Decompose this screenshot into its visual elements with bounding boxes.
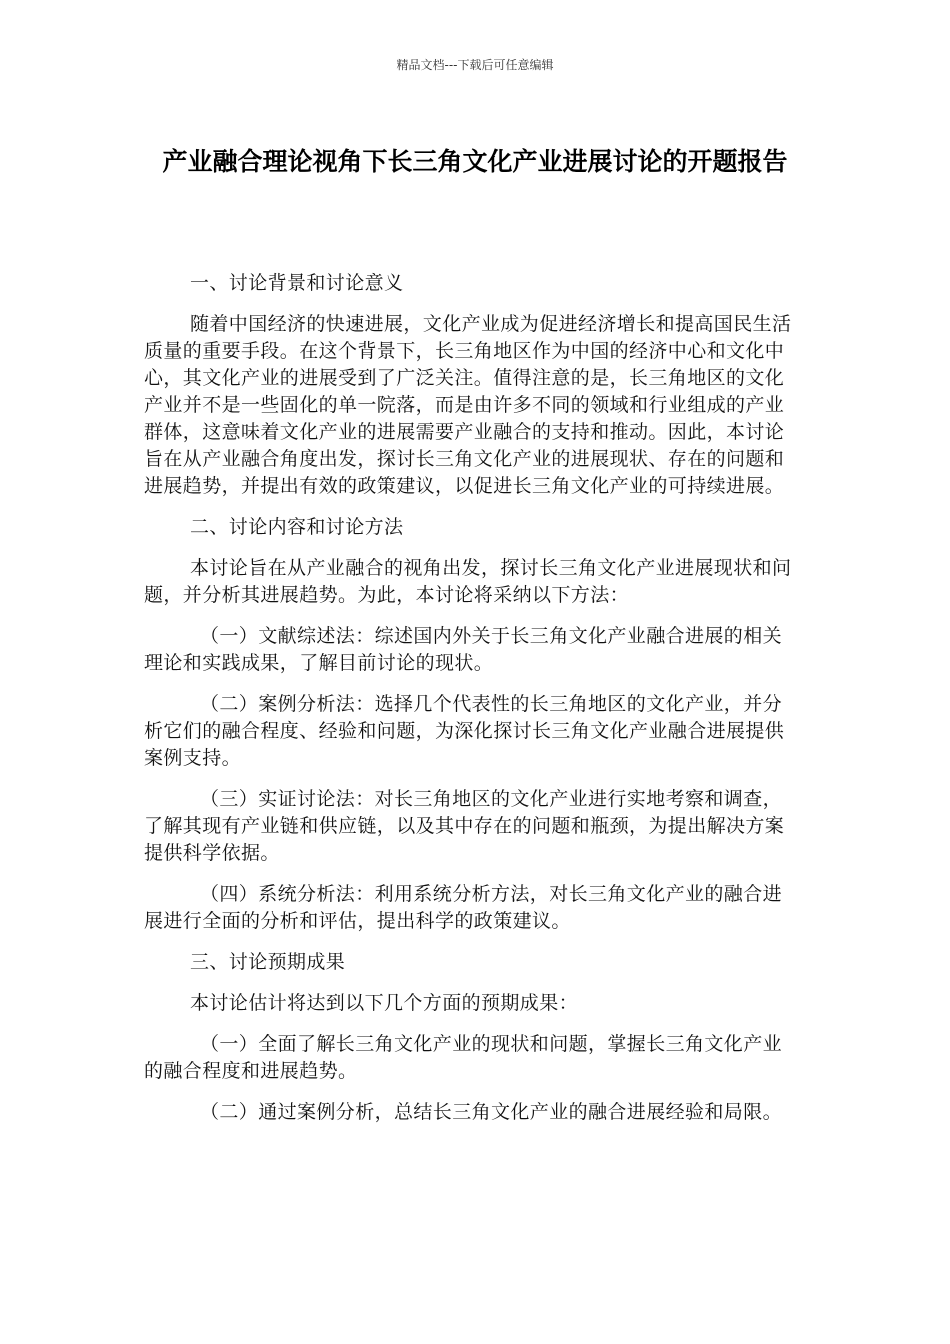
section-heading-content-methods: 二、讨论内容和讨论方法	[190, 516, 404, 538]
method-item-case-analysis: （二）案例分析法：选择几个代表性的长三角地区的文化产业，并分析它们的融合程度、经验和问题，为深化探讨长三角文化产业融合进展提供案例支持。	[144, 693, 785, 769]
expected-results-intro-paragraph: 本讨论估计将达到以下几个方面的预期成果：	[190, 992, 579, 1014]
document-body	[144, 270, 800, 1140]
method-item-empirical-study: （三）实证讨论法：对长三角地区的文化产业进行实地考察和调查，了解其现有产业链和供应链，以及其中存在的问题和瓶颈，为提出解决方案提供科学依据。	[144, 788, 785, 864]
section-heading-background: 一、讨论背景和讨论意义	[190, 272, 404, 294]
page-header: 精品文档---下载后可任意编辑	[396, 58, 554, 72]
background-paragraph: 随着中国经济的快速进展，文化产业成为促进经济增长和提高国民生活质量的重要手段。在这个背景下，长三角地区作为中国的经济中心和文化中心，其文化产业的进展受到了广泛关注。值得注意的是，长三角地区的文化产业并不是一些固化的单一院落，而是由许多不同的领域和行业组成的产业群体，这意味着文化产业的进展需要产业融合的支持和推动。因此，本讨论旨在从产业融合角度出发，探讨长三角文化产业的进展现状、存在的问题和进展趋势，并提出有效的政策建议，以促进长三角文化产业的可持续进展。	[144, 313, 792, 497]
section-heading-expected-results: 三、讨论预期成果	[190, 951, 346, 973]
method-item-literature-review: （一）文献综述法：综述国内外关于长三角文化产业融合进展的相关理论和实践成果，了解目前讨论的现状。	[144, 625, 783, 674]
methods-intro-paragraph: 本讨论旨在从产业融合的视角出发，探讨长三角文化产业进展现状和问题，并分析其进展趋势。为此，本讨论将采纳以下方法：	[144, 557, 792, 606]
expected-result-item-1: （一）全面了解长三角文化产业的现状和问题，掌握长三角文化产业的融合程度和进展趋势。	[144, 1033, 783, 1082]
method-item-system-analysis: （四）系统分析法：利用系统分析方法，对长三角文化产业的融合进展进行全面的分析和评估，提出科学的政策建议。	[144, 883, 783, 932]
document-title: 产业融合理论视角下长三角文化产业进展讨论的开题报告	[162, 147, 788, 176]
expected-result-item-2: （二）通过案例分析，总结长三角文化产业的融合进展经验和局限。	[200, 1101, 783, 1123]
